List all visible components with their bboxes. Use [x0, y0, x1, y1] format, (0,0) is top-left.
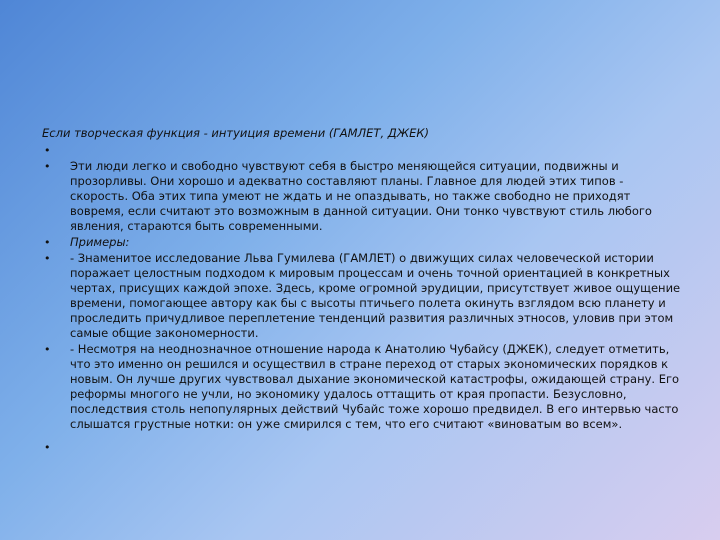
bullet-icon: •: [44, 144, 51, 157]
bullet-item-empty-2: [42, 440, 682, 455]
bullet-icon: •: [44, 343, 51, 356]
bullet-icon: •: [44, 160, 51, 173]
bullet-item-example-chubais: [42, 342, 682, 432]
bullet-item-examples-label: [42, 235, 682, 250]
slide-heading: Если творческая функция - интуиция времени (ГАМЛЕТ, ДЖЕК): [42, 126, 430, 140]
bullet-text: Примеры:: [70, 235, 130, 249]
bullet-text: Эти люди легко и свободно чувствуют себя в быстро меняющейся ситуации, подвижны и прозорливы. Они хорошо и адекватно составляют планы. Главное для людей этих типов - скорость. Оба этих типа умеют не ждать и не опаздывать, но также свободно не приходят вовремя, если считают это возможным в данной ситуации. Они тонко чувствуют стиль любого явления, стараются быть современными.: [70, 159, 652, 233]
bullet-icon: •: [44, 236, 51, 249]
slide-content: [42, 126, 682, 456]
bullet-text: - Несмотря на неоднозначное отношение народа к Анатолию Чубайсу (ДЖЕК), следует отметить, что это именно он решился и осуществил в стране переход от старых экономических порядков к новым. Он лучше других чувствовал дыхание экономической катастрофы, ожидающей страну. Его реформы многого не учли, но экономику удалось оттащить от края пропасти. Безусловно, последствия столь непопулярных действий Чубайс тоже хорошо предвидел. В его интервью часто слышатся грустные нотки: он уже смирился с тем, что его считают «виноватым во всем».: [70, 342, 680, 431]
bullet-text: - Знаменитое исследование Льва Гумилева (ГАМЛЕТ) о движущих силах человеческой истории поражает целостным подходом к мировым процессам и очень точной ориентацией в конкретных чертах, присущих каждой эпохе. Здесь, кроме огромной эрудиции, присутствует живое ощущение времени, помогающее автору как бы с высоты птичьего полета окинуть взглядом всю планету и проследить причудливое переплетение тенденций развития различных этносов, уловив при этом самые общие закономерности.: [70, 251, 681, 340]
bullet-item-empty-1: [42, 143, 682, 158]
bullet-item-example-gumilev: [42, 251, 682, 341]
bullet-list: [42, 143, 682, 455]
bullet-item-description: [42, 159, 682, 234]
bullet-icon: •: [44, 441, 51, 454]
bullet-icon: •: [44, 252, 51, 265]
